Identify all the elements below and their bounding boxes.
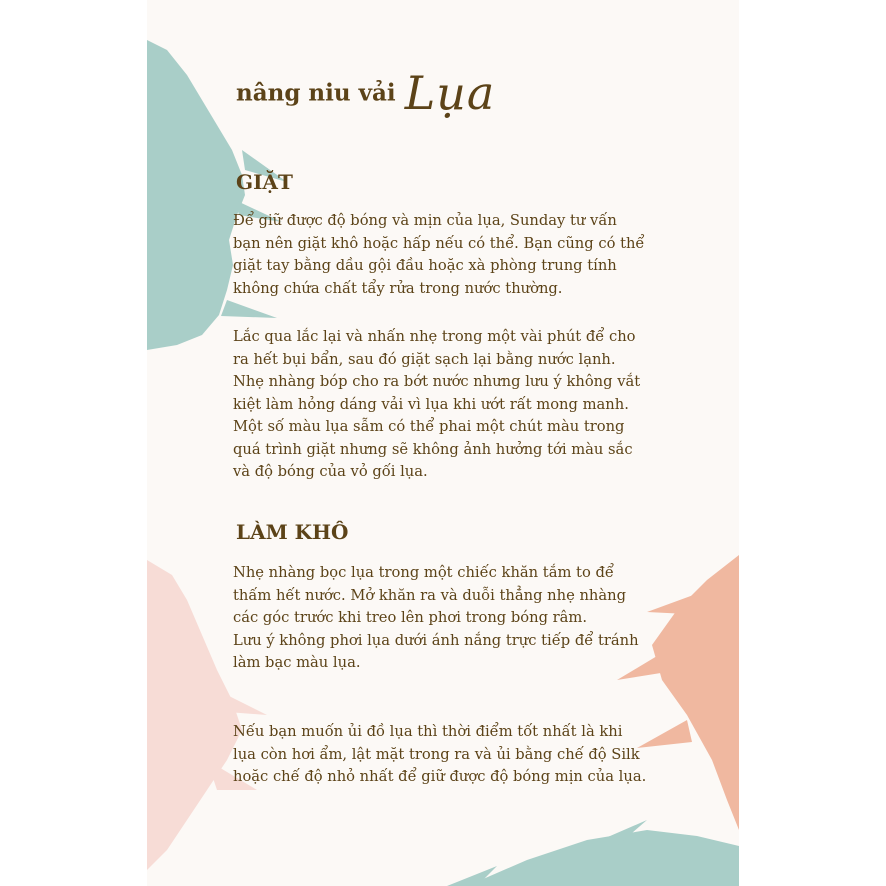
text-line: các góc trước khi treo lên phơi trong bóng râm.	[233, 609, 588, 626]
wash-paragraph-2	[233, 326, 703, 484]
text-line: Lắc qua lắc lại và nhấn nhẹ trong một vài phút để cho	[233, 328, 636, 345]
page-title-script: Lụa	[404, 66, 496, 120]
page-title	[236, 66, 495, 120]
teal-brush-stroke-bottom	[467, 830, 739, 886]
text-line: hoặc chế độ nhỏ nhất để giữ được độ bóng mịn của lụa.	[233, 768, 647, 785]
wash-paragraph-1	[233, 210, 703, 300]
text-line: giặt tay bằng dầu gội đầu hoặc xà phòng trung tính	[233, 257, 617, 274]
text-line: không chứa chất tẩy rửa trong nước thường.	[233, 279, 563, 297]
text-line: Một số màu lụa sẫm có thể phai một chút màu trong	[233, 418, 625, 435]
care-card	[147, 0, 739, 886]
text-line: Để giữ được độ bóng và mịn của lụa, Sunday tư vấn	[233, 212, 617, 229]
pink-brush-stroke-bottom	[147, 560, 242, 870]
text-line: và độ bóng của vỏ gối lụa.	[233, 463, 428, 480]
text-line: thấm hết nước. Mở khăn ra và duỗi thẳng nhẹ nhàng	[233, 586, 626, 604]
text-line: Nếu bạn muốn ủi đồ lụa thì thời điểm tốt nhất là khi	[233, 723, 623, 740]
section-heading-dry: LÀM KHÔ	[236, 520, 349, 544]
text-line: ra hết bụi bẩn, sau đó giặt sạch lại bằng nước lạnh.	[233, 350, 616, 368]
text-line: bạn nên giặt khô hoặc hấp nếu có thể. Bạn cũng có thể	[233, 234, 645, 252]
text-line: Nhẹ nhàng bóp cho ra bớt nước nhưng lưu ý không vắt	[233, 373, 641, 390]
text-line: quá trình giặt nhưng sẽ không ảnh hưởng tới màu sắc	[233, 440, 633, 458]
page-title-main: nâng niu vải	[236, 79, 396, 107]
text-line: lụa còn hơi ẩm, lật mặt trong ra và ủi bằng chế độ Silk	[233, 745, 640, 763]
ironing-paragraph	[233, 721, 703, 789]
dry-paragraph-1	[233, 562, 703, 675]
text-line: kiệt làm hỏng dáng vải vì lụa khi ướt rất mong manh.	[233, 395, 629, 413]
text-line: Nhẹ nhàng bọc lụa trong một chiếc khăn tắm to để	[233, 564, 614, 581]
text-line: làm bạc màu lụa.	[233, 654, 361, 671]
section-heading-wash: GIẶT	[236, 170, 293, 194]
text-line: Lưu ý không phơi lụa dưới ánh nắng trực tiếp để tránh	[233, 631, 639, 649]
